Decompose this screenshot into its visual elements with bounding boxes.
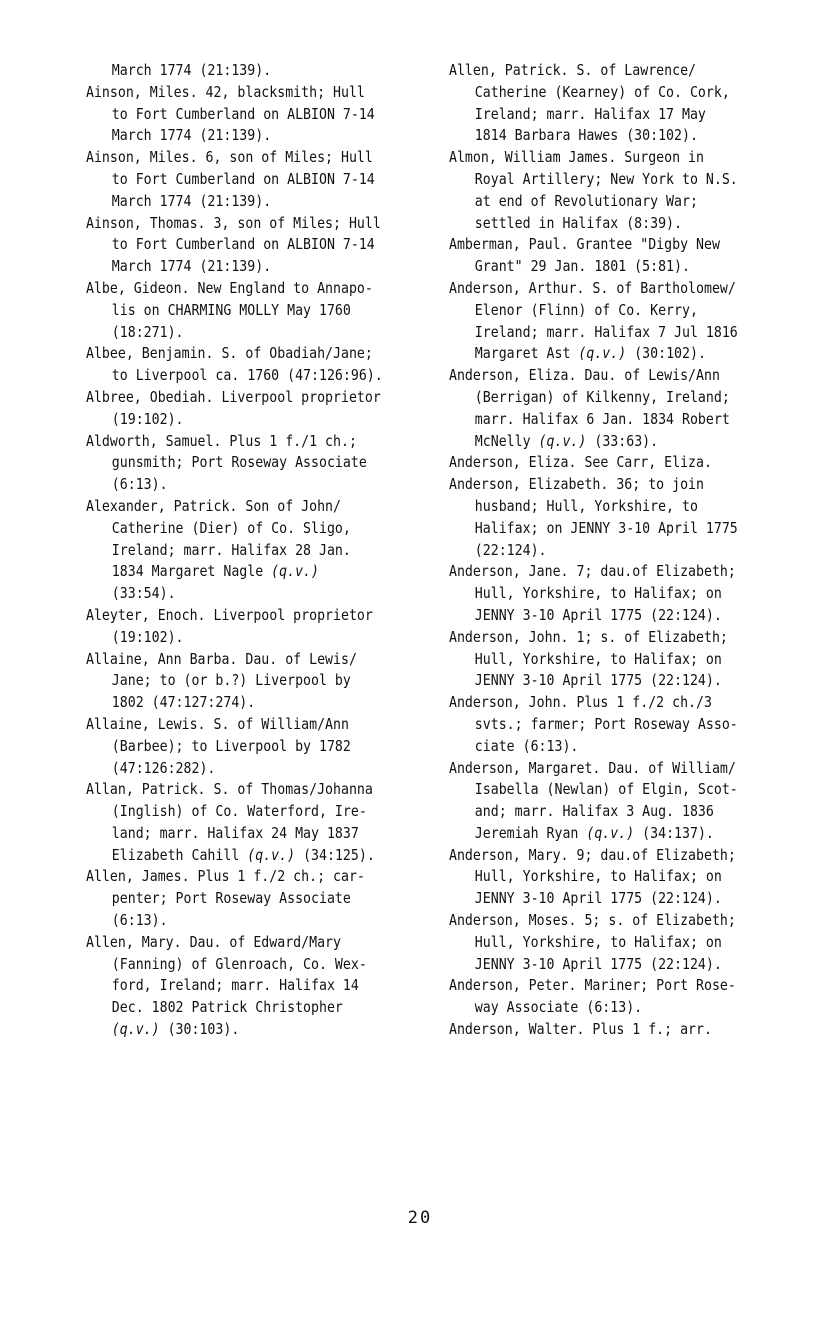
entry-text: Allen, James. Plus 1 f./2 ch.; car- — [86, 867, 365, 886]
entry-text: Allaine, Lewis. S. of William/Ann — [86, 714, 349, 733]
entry-line — [86, 409, 383, 431]
entry-line — [449, 496, 738, 518]
entry-text: Ainson, Miles. 42, blacksmith; Hull — [86, 82, 365, 101]
entry-line — [449, 910, 738, 932]
entry-line — [449, 823, 738, 845]
entry-line — [449, 627, 738, 649]
entry-text: Hull, Yorkshire, to Halifax; on — [474, 867, 722, 886]
index-entry — [86, 82, 383, 147]
entry-line — [86, 758, 383, 780]
entry-text: land; marr. Halifax 24 May 1837 — [111, 823, 359, 842]
entry-line — [449, 234, 738, 256]
entry-line — [449, 605, 738, 627]
entry-line — [449, 474, 738, 496]
entry-line — [449, 213, 738, 235]
index-entry — [449, 627, 738, 692]
entry-line — [449, 409, 738, 431]
index-entry — [449, 452, 738, 474]
entry-text: lis on CHARMING MOLLY May 1760 — [111, 300, 351, 319]
entry-line — [86, 714, 383, 736]
entry-text: gunsmith; Port Roseway Associate — [111, 453, 367, 472]
entry-text: marr. Halifax 6 Jan. 1834 Robert — [474, 409, 730, 428]
entry-text: Royal Artillery; New York to N.S. — [474, 169, 738, 188]
entry-text: Allen, Patrick. S. of Lawrence/ — [449, 61, 697, 79]
entry-text: 1834 Margaret Nagle — [111, 562, 272, 581]
entry-text: Margaret Ast — [474, 344, 579, 363]
entry-line — [449, 583, 738, 605]
entry-text: (Inglish) of Co. Waterford, Ire- — [111, 802, 367, 821]
entry-line — [449, 758, 738, 780]
entry-line — [86, 627, 383, 649]
entry-text: Amberman, Paul. Grantee "Digby New — [449, 235, 720, 254]
entry-line — [449, 125, 738, 147]
index-entry — [86, 605, 383, 649]
entry-line — [449, 431, 738, 453]
entry-text: 1814 Barbara Hawes (30:102). — [474, 126, 698, 145]
entry-line — [449, 169, 738, 191]
entry-text: ciate (6:13). — [474, 736, 579, 755]
entry-citation: (30:102). — [626, 344, 706, 363]
entry-text: to Fort Cumberland on ALBION 7-14 — [111, 169, 375, 188]
entry-line — [86, 234, 383, 256]
entry-line — [449, 997, 738, 1019]
entry-line — [86, 125, 383, 147]
entry-text: Anderson, Eliza. Dau. of Lewis/Ann — [449, 366, 720, 385]
entry-text: (6:13). — [111, 475, 168, 494]
entry-text: Catherine (Kearney) of Co. Cork, — [474, 82, 730, 101]
entry-text: (47:126:282). — [111, 758, 216, 777]
entry-text: Isabella (Newlan) of Elgin, Scot- — [474, 780, 738, 799]
entry-line — [86, 431, 383, 453]
entry-text: Hull, Yorkshire, to Halifax; on — [474, 584, 722, 603]
left-column — [86, 60, 383, 1041]
entry-text: Anderson, Peter. Mariner; Port Rose- — [449, 976, 736, 995]
entry-line — [86, 670, 383, 692]
entry-line — [86, 910, 383, 932]
entry-line — [449, 736, 738, 758]
entry-text: March 1774 (21:139). — [111, 61, 272, 79]
entry-text: Alexander, Patrick. Son of John/ — [86, 496, 342, 515]
entry-line — [449, 801, 738, 823]
entry-text: (Fanning) of Glenroach, Co. Wex- — [111, 954, 367, 973]
entry-line — [449, 692, 738, 714]
entry-line — [86, 256, 383, 278]
entry-text: JENNY 3-10 April 1775 (22:124). — [474, 671, 722, 690]
entry-text: 1802 (47:127:274). — [111, 693, 256, 712]
entry-line — [449, 452, 738, 474]
index-entry — [449, 758, 738, 845]
entry-line — [449, 387, 738, 409]
entry-text: McNelly — [474, 431, 539, 450]
index-entry — [449, 365, 738, 452]
entry-text: and; marr. Halifax 3 Aug. 1836 — [474, 802, 714, 821]
entry-line — [86, 736, 383, 758]
entry-text: Anderson, Margaret. Dau. of William/ — [449, 758, 736, 777]
entry-text: JENNY 3-10 April 1775 (22:124). — [474, 889, 722, 908]
entry-line — [449, 649, 738, 671]
entry-line — [449, 932, 738, 954]
entry-line — [86, 845, 383, 867]
entry-text: JENNY 3-10 April 1775 (22:124). — [474, 954, 722, 973]
entry-text: Almon, William James. Surgeon in — [449, 148, 705, 167]
index-entry — [86, 714, 383, 779]
entry-text: Anderson, Elizabeth. 36; to join — [449, 475, 705, 494]
entry-line — [449, 343, 738, 365]
index-entry — [86, 213, 383, 278]
index-entry — [449, 474, 738, 561]
entry-text: Ireland; marr. Halifax 7 Jul 1816 — [474, 322, 738, 341]
index-entry — [86, 431, 383, 496]
entry-text: Catherine (Dier) of Co. Sligo, — [111, 518, 351, 537]
cross-reference: (q.v.) — [578, 344, 627, 363]
entry-line — [86, 104, 383, 126]
entry-line — [86, 975, 383, 997]
index-entry — [86, 779, 383, 866]
entry-line — [86, 278, 383, 300]
index-entry — [86, 387, 383, 431]
index-entry — [86, 496, 383, 605]
cross-reference: (q.v.) — [586, 823, 635, 842]
entry-text: March 1774 (21:139). — [111, 257, 272, 276]
entry-text: Aleyter, Enoch. Liverpool proprietor — [86, 605, 373, 624]
entry-text: Anderson, Jane. 7; dau.of Elizabeth; — [449, 562, 736, 581]
cross-reference: (q.v.) — [247, 845, 296, 864]
entry-line — [86, 387, 383, 409]
index-entry — [449, 561, 738, 626]
cross-reference: (q.v.) — [271, 562, 320, 581]
entry-text: (6:13). — [111, 911, 168, 930]
entry-line — [86, 692, 383, 714]
entry-line — [86, 169, 383, 191]
entry-text: March 1774 (21:139). — [111, 126, 272, 145]
entry-line — [86, 518, 383, 540]
entry-citation: (34:125). — [295, 845, 375, 864]
entry-text: settled in Halifax (8:39). — [474, 213, 682, 232]
entry-line — [449, 561, 738, 583]
entry-line — [86, 322, 383, 344]
entry-text: Allen, Mary. Dau. of Edward/Mary — [86, 932, 342, 951]
entry-text: Albe, Gideon. New England to Annapo- — [86, 278, 373, 297]
entry-line — [449, 888, 738, 910]
entry-text: husband; Hull, Yorkshire, to — [474, 496, 698, 515]
entry-text: Albee, Benjamin. S. of Obadiah/Jane; — [86, 344, 373, 363]
index-entry — [449, 147, 738, 234]
entry-line — [86, 954, 383, 976]
entry-text: March 1774 (21:139). — [111, 191, 272, 210]
entry-text: Elenor (Flinn) of Co. Kerry, — [474, 300, 698, 319]
entry-line — [86, 932, 383, 954]
entry-line — [449, 147, 738, 169]
entry-line — [449, 104, 738, 126]
entry-text: Ireland; marr. Halifax 28 Jan. — [111, 540, 351, 559]
index-entry — [86, 278, 383, 343]
entry-line — [449, 954, 738, 976]
index-entry — [449, 60, 738, 147]
entry-text: Allaine, Ann Barba. Dau. of Lewis/ — [86, 649, 357, 668]
entry-line — [86, 561, 383, 583]
entry-line — [449, 278, 738, 300]
entry-line — [86, 213, 383, 235]
entry-line — [86, 60, 383, 82]
index-entry — [449, 692, 738, 757]
index-entry — [449, 975, 738, 1019]
entry-text: Hull, Yorkshire, to Halifax; on — [474, 932, 722, 951]
entry-text: (22:124). — [474, 540, 547, 559]
entry-line — [449, 60, 738, 82]
entry-line — [449, 540, 738, 562]
entry-text: ford, Ireland; marr. Halifax 14 — [111, 976, 359, 995]
entry-line — [86, 300, 383, 322]
entry-line — [449, 779, 738, 801]
index-entry — [449, 278, 738, 365]
index-entry — [86, 866, 383, 931]
entry-line — [86, 540, 383, 562]
page-number: 20 — [407, 1208, 433, 1228]
entry-text: Anderson, Moses. 5; s. of Elizabeth; — [449, 911, 736, 930]
entry-line — [449, 845, 738, 867]
entry-citation: (34:137). — [634, 823, 714, 842]
entry-text: Aldworth, Samuel. Plus 1 f./1 ch.; — [86, 431, 357, 450]
entry-line — [449, 1019, 738, 1041]
entry-line — [86, 343, 383, 365]
entry-line — [86, 147, 383, 169]
entry-citation: (33:63). — [586, 431, 659, 450]
entry-line — [449, 365, 738, 387]
entry-line — [449, 256, 738, 278]
entry-line — [86, 1019, 383, 1041]
entry-text: way Associate (6:13). — [474, 998, 643, 1017]
entry-line — [86, 801, 383, 823]
entry-text: Dec. 1802 Patrick Christopher — [111, 998, 343, 1017]
entry-line — [86, 823, 383, 845]
entry-line — [449, 670, 738, 692]
entry-text: Halifax; on JENNY 3-10 April 1775 — [474, 518, 738, 537]
cross-reference: (q.v.) — [111, 1020, 160, 1039]
entry-text: Anderson, Eliza. See Carr, Eliza. — [449, 453, 712, 472]
index-entry — [449, 845, 738, 910]
entry-text: penter; Port Roseway Associate — [111, 889, 351, 908]
entry-text: (19:102). — [111, 409, 184, 428]
entry-text: Albree, Obediah. Liverpool proprietor — [86, 387, 381, 406]
entry-text: Ainson, Thomas. 3, son of Miles; Hull — [86, 213, 381, 232]
entry-text: to Fort Cumberland on ALBION 7-14 — [111, 104, 375, 123]
entry-text: svts.; farmer; Port Roseway Asso- — [474, 714, 738, 733]
entry-text: Anderson, Arthur. S. of Bartholomew/ — [449, 278, 736, 297]
entry-text: (Berrigan) of Kilkenny, Ireland; — [474, 387, 730, 406]
entry-citation: (30:103). — [159, 1020, 240, 1039]
entry-text: to Liverpool ca. 1760 (47:126:96). — [111, 366, 383, 385]
entry-text: (Barbee); to Liverpool by 1782 — [111, 736, 351, 755]
entry-text: Ainson, Miles. 6, son of Miles; Hull — [86, 148, 373, 167]
entry-text: (18:271). — [111, 322, 184, 341]
entry-text: to Fort Cumberland on ALBION 7-14 — [111, 235, 375, 254]
entry-text: Anderson, Mary. 9; dau.of Elizabeth; — [449, 845, 736, 864]
entry-line — [449, 322, 738, 344]
entry-text: Anderson, Walter. Plus 1 f.; arr. — [449, 1020, 712, 1039]
entry-text: Jane; to (or b.?) Liverpool by — [111, 671, 351, 690]
entry-line — [86, 496, 383, 518]
entry-text: Allan, Patrick. S. of Thomas/Johanna — [86, 780, 373, 799]
entry-text: Anderson, John. Plus 1 f./2 ch./3 — [449, 693, 712, 712]
entry-line — [86, 365, 383, 387]
entry-line — [449, 518, 738, 540]
entry-line — [86, 452, 383, 474]
entry-text: Ireland; marr. Halifax 17 May — [474, 104, 706, 123]
entry-line — [86, 997, 383, 1019]
entry-text: JENNY 3-10 April 1775 (22:124). — [474, 605, 722, 624]
right-column — [449, 60, 738, 1041]
cross-reference: (q.v.) — [538, 431, 587, 450]
index-entry — [86, 147, 383, 212]
index-entry — [86, 343, 383, 387]
index-entry — [449, 910, 738, 975]
entry-text: at end of Revolutionary War; — [474, 191, 698, 210]
entry-text: (19:102). — [111, 627, 184, 646]
entry-line — [86, 866, 383, 888]
entry-text: Elizabeth Cahill — [111, 845, 248, 864]
entry-line — [86, 191, 383, 213]
index-entry — [449, 234, 738, 278]
entry-line — [86, 779, 383, 801]
index-entry — [86, 932, 383, 1041]
entry-text: (33:54). — [111, 584, 176, 603]
entry-line — [86, 605, 383, 627]
entry-line — [449, 191, 738, 213]
entry-line — [86, 649, 383, 671]
entry-text: Jeremiah Ryan — [474, 823, 587, 842]
entry-line — [86, 474, 383, 496]
entry-text: Grant" 29 Jan. 1801 (5:81). — [474, 257, 690, 276]
entry-line — [449, 82, 738, 104]
index-entry — [86, 649, 383, 714]
index-entry — [86, 60, 383, 82]
entry-line — [86, 82, 383, 104]
index-entry — [449, 1019, 738, 1041]
entry-line — [86, 583, 383, 605]
entry-line — [449, 866, 738, 888]
entry-line — [449, 300, 738, 322]
entry-text: Hull, Yorkshire, to Halifax; on — [474, 649, 722, 668]
entry-text: Anderson, John. 1; s. of Elizabeth; — [449, 627, 728, 646]
entry-line — [86, 888, 383, 910]
entry-line — [449, 714, 738, 736]
entry-line — [449, 975, 738, 997]
